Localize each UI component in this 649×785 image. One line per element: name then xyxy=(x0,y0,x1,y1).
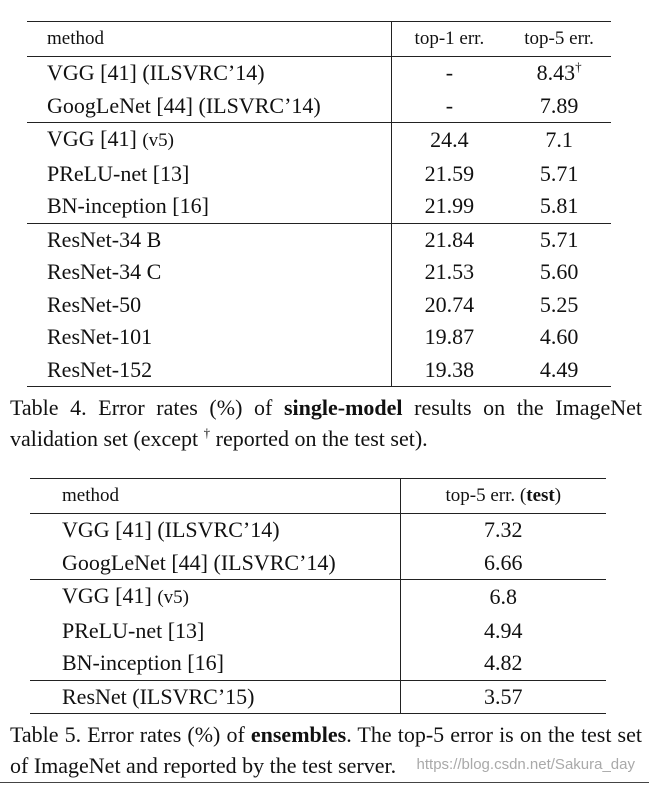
caption-5-label: Table 5. Error rates (%) of xyxy=(10,722,251,747)
table-row xyxy=(30,514,606,547)
cell-top5: 5.60 xyxy=(539,259,579,284)
caption-4-rest1: results on the ImageNet validation set (except xyxy=(10,395,642,451)
cell-top1: 21.99 xyxy=(424,193,475,218)
table-row xyxy=(27,321,611,354)
cell-top1: 19.87 xyxy=(424,324,475,349)
table-row xyxy=(30,680,606,714)
table-row xyxy=(30,580,606,615)
cell-top5: 5.71 xyxy=(539,160,579,186)
cell-top5-best: 4.49 xyxy=(507,354,611,387)
cell-method-version: (v5) xyxy=(142,130,174,151)
cell-top1: 21.59 xyxy=(424,160,475,186)
cell-top5-best: 3.57 xyxy=(400,680,606,714)
cell-method-text: VGG [41] xyxy=(62,583,158,608)
cell-top5: 7.89 xyxy=(539,92,579,118)
cell-top5: 5.71 xyxy=(507,223,611,256)
cell-method: BN-inception [16] xyxy=(30,647,400,680)
caption-4-label: Table 4. Error rates (%) of xyxy=(10,395,284,420)
cell-top5: 6.8 xyxy=(400,580,606,615)
table-4-header-row xyxy=(27,22,611,57)
cell-top5: 4.82 xyxy=(484,650,523,675)
table-row xyxy=(30,547,606,580)
cell-method xyxy=(30,580,400,615)
watermark: https://blog.csdn.net/Sakura_day xyxy=(416,756,635,773)
table-row xyxy=(30,615,606,648)
header-top5-suffix: ) xyxy=(554,485,562,506)
table-row xyxy=(27,90,611,123)
cell-top5 xyxy=(507,57,611,90)
cell-top1: - xyxy=(445,60,454,85)
cell-top1: 20.74 xyxy=(424,291,475,317)
cell-top5: 4.60 xyxy=(539,324,579,349)
cell-top5: 5.81 xyxy=(539,193,579,218)
table-row xyxy=(30,647,606,680)
header-top5: top-5 err. xyxy=(507,22,611,57)
cell-method: ResNet-34 C xyxy=(27,256,391,289)
cell-method-text: VGG [41] xyxy=(47,126,143,151)
cell-method: PReLU-net [13] xyxy=(30,615,400,648)
cell-top5: 7.1 xyxy=(507,123,611,158)
cell-method: ResNet-34 B xyxy=(27,223,391,256)
table-row xyxy=(27,158,611,191)
table-4 xyxy=(27,21,611,387)
table-5 xyxy=(30,478,606,714)
cell-method: PReLU-net [13] xyxy=(27,158,391,191)
cell-method: ResNet-101 xyxy=(27,321,391,354)
cell-method: VGG [41] (ILSVRC’14) xyxy=(27,57,391,90)
cell-top5: 5.25 xyxy=(539,291,579,317)
cell-method xyxy=(27,123,391,158)
header-top1: top-1 err. xyxy=(391,22,507,57)
cell-method: GoogLeNet [44] (ILSVRC’14) xyxy=(27,90,391,123)
header-top5-bold: test xyxy=(526,485,555,506)
cell-top1: 24.4 xyxy=(391,123,507,158)
cell-top5-value: 8.43 xyxy=(536,60,576,85)
cell-top1-best: 19.38 xyxy=(391,354,507,387)
header-top5-test xyxy=(400,479,606,514)
cell-method-best: ResNet (ILSVRC’15) xyxy=(30,680,400,714)
cell-top1: - xyxy=(445,92,454,118)
cell-method: BN-inception [16] xyxy=(27,190,391,223)
header-method: method xyxy=(30,479,400,514)
cell-method: ResNet-50 xyxy=(27,289,391,322)
table-row xyxy=(27,190,611,223)
table-row xyxy=(27,256,611,289)
cell-method: GoogLeNet [44] (ILSVRC’14) xyxy=(30,547,400,580)
caption-4-rest2: reported on the test set). xyxy=(210,426,428,451)
dagger-mark: † xyxy=(575,59,582,74)
cell-top5: 7.32 xyxy=(484,517,523,542)
cell-top5: 6.66 xyxy=(484,549,523,575)
header-top5-prefix: top-5 err. ( xyxy=(445,485,527,506)
caption-4-dagger: † xyxy=(203,425,211,440)
cell-method: ResNet-152 xyxy=(27,354,391,387)
table-row xyxy=(27,57,611,90)
table-row xyxy=(27,223,611,256)
table-row xyxy=(27,354,611,387)
cell-method: VGG [41] (ILSVRC’14) xyxy=(30,514,400,547)
header-method: method xyxy=(27,22,391,57)
table-row xyxy=(27,289,611,322)
cell-top5: 4.94 xyxy=(484,617,523,643)
table-row xyxy=(27,123,611,158)
caption-5-rest: . The top-5 error is on the test set of ImageNet and reported by the test server. xyxy=(10,722,642,778)
table-5-header-row xyxy=(30,479,606,514)
table-4-caption xyxy=(10,392,642,454)
cell-method-version: (v5) xyxy=(157,587,189,608)
caption-5-bold: ensembles xyxy=(250,722,347,747)
cell-top1: 21.53 xyxy=(424,259,475,284)
cell-top1: 21.84 xyxy=(391,223,507,256)
caption-4-bold: single-model xyxy=(283,395,403,420)
bottom-rule xyxy=(0,782,649,783)
